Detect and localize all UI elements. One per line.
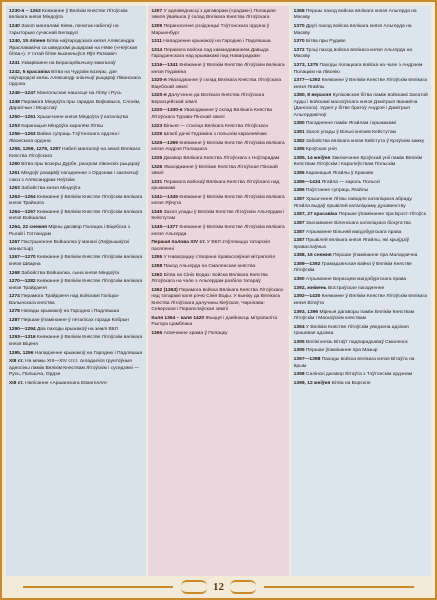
entry-year: 1345: [151, 210, 163, 215]
entry-text: Перамога войскаў Вялікага Княства Літоўскага над крыжакамі: [151, 179, 280, 192]
timeline-entry: [151, 240, 285, 253]
entry-text: Княжанне ў Вялікім Княстве Літоўскім вялікага князя Міндоўга: [9, 9, 128, 21]
entry-text: Куліковская бітва паміж войскамі Залатой Арды і войскамі маскоўскага князя Дзмітрыя Іванавіча (Данскога). Удзел у бітве братоў Андрэя і Дзмітрыя Альгердавічаў: [293, 93, 428, 118]
timeline-entry: [294, 197, 428, 210]
entry-text: Набегі мангалаў на землі Вялікага Княства Літоўскага: [9, 147, 141, 159]
entry-year: 1309: [151, 24, 163, 30]
entry-text: Пастрыжэнне Войшалка ў манахі (Лаўрышаўскі манастыр): [9, 240, 130, 252]
entry-text: У ВКЛ з'яўляюцца татарскія пасяленні: [151, 240, 270, 252]
timeline-entry: [294, 286, 428, 292]
entry-year: 1395: [293, 348, 305, 354]
timeline-entry: [294, 188, 428, 194]
timeline-entry: [151, 9, 285, 22]
timeline-entry: [9, 186, 143, 192]
entry-year: 1386: [293, 171, 305, 177]
entry-year: 1316—1341: [151, 63, 178, 69]
entry-year: 1372: [293, 47, 305, 53]
timeline-entry: [9, 91, 143, 97]
entry-year: 1311: [151, 39, 162, 45]
entry-text: Перамога войска Вялікага Княства Літоўскага над татарамі каля рэчкі Сінія Воды. У выніку да Вялікага Княства Літоўскага далучаны Кіеўская, Чарнігава-Северская і Пераяслаўская землі: [151, 287, 283, 313]
entry-year: 1380: [293, 121, 305, 127]
entry-text: Паходы войска вялікага князя Вітаўта на Крым: [293, 357, 415, 369]
entry-year: 1397—1398: [293, 357, 321, 363]
entry-text: Пагадненне паміж Ягайлам і крыжакамі: [304, 121, 396, 127]
entry-text: Княжанне ў Вялікім Княстве Літоўскім вялікага князя Ягайлы: [293, 78, 427, 90]
entry-year: 1362: [151, 272, 163, 278]
entry-year: 1399, 12 жніўня: [293, 380, 331, 386]
entry-text: Перамога войска пад камандаваннем Давыда Гарадзенскага над крыжакамі пад Наваградкам: [151, 47, 269, 60]
entry-text: Захоп мангаламі Кіева, пачатак набегаў на тэрыторыю сучаснай Беларусі: [9, 24, 119, 36]
entry-text: Заключэнне Крэўскай уніі паміж Вялікім Княствам Літоўскім і Каралеўствам Польскім: [293, 155, 423, 168]
entry-year: 1387, 27 красавіка: [293, 212, 338, 218]
entry-text: Забойства князя Міндоўга: [19, 186, 81, 192]
entry-year: 1320-я: [151, 93, 167, 99]
entry-year: 1290—1294: [9, 326, 36, 332]
timeline-entry: [151, 78, 285, 91]
timeline-entry: [294, 147, 428, 153]
timeline-column-3: [291, 6, 431, 576]
timeline-entry: [9, 255, 143, 268]
entry-year: 1388, 16 снежня: [293, 253, 332, 259]
timeline-columns: [6, 6, 431, 576]
entry-text: Княжанне ў Вялікім Княстве Літоўскім вялікага князя Андрэя Полацкага: [151, 140, 285, 153]
entry-year: 1240, 15 ліпеня: [9, 39, 46, 45]
entry-text: Забойства Войшалка, сына князя Міндоўга: [19, 270, 120, 276]
footer-rule-left: [23, 586, 173, 588]
entry-text: Жыццё і дзейнасць мітрапаліта Рыгора Цамблака: [151, 315, 278, 328]
entry-text: Трэці паход войска вялікага князя Альгерда на Маскву: [293, 47, 413, 60]
page-number: 12: [213, 581, 224, 593]
entry-text: У Наваградку створана праваслаўная мітраполія: [162, 255, 276, 261]
entry-text: Уваходжанне ў склад Вялікага Княства Літоўскага Турава-Пінскай зямлі: [151, 108, 273, 120]
entry-text: Княжанне ў Вялікім Княстве Літоўскім вялікага князя Трайдзеня: [9, 279, 143, 291]
timeline-entry: [151, 48, 285, 61]
entry-year: 1264, 22 снежня: [9, 225, 48, 231]
timeline-entry: [9, 24, 143, 37]
entry-text: Княжанне ў Вялікім Княстве Літоўскім вялікага князя Шварна: [9, 255, 143, 267]
timeline-entry: [294, 310, 428, 323]
entry-year: 1385: [293, 147, 305, 153]
timeline-entry: [294, 121, 428, 127]
footer-ornament-right: [230, 580, 256, 594]
timeline-entry: [151, 24, 285, 37]
timeline-entry: [9, 279, 143, 292]
entry-year: 1368: [293, 9, 305, 14]
entry-year: 1320—1330-я: [151, 108, 183, 114]
timeline-entry: [151, 165, 285, 178]
entry-text: Напісанне «Аршанскага Евангелля»: [23, 380, 108, 386]
entry-year: 1394: [293, 324, 305, 330]
entry-text: Уваходжанне ў склад Вялікага Княства Літоўскага Віцебскай зямлі: [151, 78, 282, 90]
entry-year: 1385, 14 жніўня: [293, 155, 331, 161]
timeline-entry: [151, 264, 285, 270]
timeline-entry: [9, 9, 143, 22]
entry-text: Першае ўпамінанне пра Мазыр: [304, 348, 378, 354]
timeline-entry: [9, 359, 143, 378]
entry-text: Атрыманне Берасцем магдэбургскага права: [304, 277, 407, 283]
entry-text: Бітва на Ворскле: [330, 380, 371, 386]
entry-text: Бітва пры Рудаве: [304, 39, 346, 45]
entry-text: Каранацыя Ягайлы ў Кракаве: [304, 171, 374, 177]
entry-text: Нападзенне крыжакоў на Гародню і Падляшша: [33, 350, 143, 356]
timeline-entry: [151, 210, 285, 223]
timeline-entry: [294, 294, 428, 307]
timeline-entry: [9, 147, 143, 160]
footer-ornament-left: [181, 580, 207, 594]
entry-year: 1392, жнівень: [293, 285, 327, 291]
entry-text: Княжанне ў Вялікім Княстве Літоўскім вялікага князя Трайната: [9, 194, 143, 207]
entry-year: XIII ст.: [9, 359, 24, 365]
timeline-entry: [294, 78, 428, 91]
timeline-entry: [294, 357, 428, 370]
entry-text: Уваходжанне ў Вялікае Княства Літоўскае Пінскай зямлі: [151, 164, 278, 177]
timeline-entry: [294, 63, 428, 76]
timeline-entry: [151, 132, 285, 138]
entry-text: Узварванне на Берасцейшчыну мангалаў: [19, 60, 116, 66]
entry-text: Паход Альгерда на Смаленскае княства: [162, 264, 256, 270]
entry-year: 1387: [293, 229, 305, 235]
entry-year: 1387: [293, 220, 305, 226]
timeline-entry: [151, 180, 285, 193]
timeline-entry: [294, 277, 428, 283]
entry-year: 1355: [151, 255, 163, 261]
timeline-entry: [9, 210, 143, 223]
entry-year: 1268: [9, 270, 20, 276]
entry-year: 1387: [293, 238, 305, 244]
entry-year: 1307: [151, 9, 163, 14]
timeline-entry: [151, 124, 285, 130]
entry-text: Паўстанне супраць Ягайлы: [304, 188, 369, 194]
entry-year: 1390: [293, 277, 305, 283]
entry-text: Асвечанне храма ў Полацку: [162, 331, 228, 336]
entry-year: 1253: [9, 123, 20, 129]
timeline-entry: [151, 93, 285, 106]
entry-year: 1295, 1296: [9, 350, 34, 356]
timeline-entry: [9, 240, 143, 253]
timeline-entry: [151, 156, 285, 162]
timeline-entry: [294, 262, 428, 275]
timeline-entry: [9, 61, 143, 67]
entry-year: 1377—1392: [293, 78, 321, 84]
entry-year: 1287: [9, 318, 20, 324]
entry-year: 1373, 1375: [293, 63, 319, 69]
timeline-entry: [9, 327, 143, 333]
entry-text: Хрышчэнне Літвы паводле каталіцкага абраду. Ягайла выдаў прывілей каталіцкаму духавенству: [293, 197, 413, 209]
timeline-entry: [151, 288, 285, 314]
entry-year: 1392—1430: [293, 294, 321, 300]
entry-text: Захоп улады ў Вялікім Княстве Літоўскім Альгердам і Кейстутам: [151, 210, 285, 222]
page-footer: [2, 579, 435, 595]
entry-text: Пераносенне рэзідэнцыі Тэўтонскага ордэна ў Марыенбург: [151, 24, 270, 36]
entry-text: Перамога Трайдзеня над войскамі Галіцка-Валынскага княства: [9, 294, 120, 306]
timeline-entry: [294, 325, 428, 338]
entry-year: 1267—1270: [9, 255, 36, 261]
footer-rule-right: [264, 586, 414, 588]
timeline-entry: [294, 340, 428, 346]
entry-text: Перамога Міндоўга пры гарадах Ваўкавыск, Слонім, Дарагічын і Мсціслаў: [9, 99, 141, 112]
timeline-entry: [9, 381, 143, 387]
timeline-entry: [151, 63, 285, 76]
entry-text: Першае ўпамінанне пра Маладзечна: [331, 253, 418, 259]
entry-text: Бітва наўгародскага князя Аляксандра Яраслававіча са шведскімі рыцарамі на Няве («Неўская бітва»). У гэтай бітве вызначыўся Яўп Ратмавіч: [9, 39, 138, 58]
timeline-entry: [294, 93, 428, 119]
entry-year: 1386: [293, 188, 305, 194]
entry-year: 1258, 1259, 1275, 1287: [9, 147, 61, 153]
timeline-entry: [9, 225, 143, 238]
timeline-entry: [294, 348, 428, 354]
entry-year: XIII ст.: [9, 380, 24, 386]
timeline-entry: [9, 351, 143, 357]
timeline-entry: [294, 221, 428, 227]
entry-year: 1256—1263: [9, 132, 36, 138]
entry-year: 1325: [151, 132, 163, 138]
entry-text: Міндоўг разарвіў пагадненне з Ордэнам і заключыў саюз з Аляксандрам Неўскім: [9, 171, 139, 183]
timeline-entry: [9, 70, 143, 89]
timeline-entry: [294, 381, 428, 387]
entry-year: 1370: [293, 24, 305, 30]
entry-text: Далучэнне да Вялікага Княства Літоўскага Берасцейскай зямлі: [151, 93, 265, 105]
entry-year: 1398: [293, 372, 305, 378]
entry-text: Атрыманне Вільняй магдэбургскага права: [304, 229, 402, 235]
timeline-entry: [9, 335, 143, 348]
entry-year: 1248: [9, 99, 20, 105]
entry-text: Хрышчэнне князя Міндоўга ў каталіцтва: [35, 114, 129, 120]
entry-year: 1345—1377: [151, 225, 178, 231]
entry-year: 1242, 5 красавіка: [9, 69, 50, 75]
entry-year: 1326: [151, 164, 163, 170]
entry-text: Нападзенне крыжакоў на Гародню і Падляшша: [161, 39, 271, 45]
entry-year: 1241: [9, 60, 20, 66]
timeline-entry: [151, 255, 285, 261]
timeline-entry: [294, 24, 428, 37]
entry-text: Забойства вялікага князя Кейстута ў Крэўскім замку: [304, 138, 425, 144]
timeline-entry: [294, 130, 428, 136]
entry-text: У Вялікім Княстве Літоўскім уведзена адзіная грашовая адзінка: [293, 324, 409, 337]
timeline-entry: [9, 39, 143, 58]
entry-text: Першае ўпамінанне пра Брэст-Літоўск: [337, 212, 426, 218]
entry-year: 1260: [9, 162, 20, 168]
timeline-entry: [9, 318, 143, 324]
entry-text: Княжанне ў Вялікім Княстве Літоўскім вялікага князя Яўнута: [151, 194, 285, 207]
entry-year: 1395: [293, 339, 305, 345]
timeline-entry: [151, 316, 285, 329]
entry-year: 1362 (1363): [151, 287, 178, 293]
timeline-entry: [9, 309, 143, 315]
entry-text: Прывілей вялікага князя Ягайлы, які крыўдзіў праваслаўных: [293, 238, 410, 250]
entry-text: Дагавор Вялікага Княства Літоўскага з Ноўгарадам: [162, 155, 280, 161]
entry-text: Паходы полацкага войска на чале з Андрэем Полацкім на Лівонію: [293, 63, 423, 75]
timeline-entry: [294, 39, 428, 45]
entry-text: Бітва на Чудскім возеры, дзе наўгародскі князь Аляксандр знішчыў рыцараў Лівонскага ордэна: [9, 69, 141, 88]
timeline-entry: [151, 39, 285, 45]
timeline-entry: [151, 331, 285, 337]
timeline-entry: [294, 180, 428, 186]
entry-text: Ягайла — кароль Польскі: [320, 179, 380, 185]
timeline-entry: [294, 9, 428, 22]
entry-year: 1358: [151, 264, 163, 270]
entry-year: 1366: [151, 331, 163, 336]
entry-text: Княжанне ў Вялікім Княстве Літоўскім вялікага князя Гедзіміна: [151, 63, 285, 75]
timeline-entry: [294, 171, 428, 177]
timeline-entry: [294, 372, 428, 378]
entry-year: 1323: [151, 123, 163, 129]
entry-year: 1250—1251: [9, 114, 36, 120]
entry-text: Захоп улады ў Вільні князем Кейстутам: [304, 130, 396, 135]
entry-year: 1325—1399: [151, 140, 178, 146]
timeline-entry: [294, 253, 428, 259]
timeline-entry: [151, 195, 285, 208]
entry-text: Вайна супраць Тэўтонскага ордэна і Лівонскага ордэна: [9, 132, 120, 144]
timeline-entry: [9, 271, 143, 277]
timeline-column-1: [6, 6, 146, 576]
entry-year: 1278: [9, 309, 20, 315]
timeline-entry: [294, 139, 428, 145]
timeline-entry: [294, 230, 428, 236]
entry-text: Першы паход войска вялікага князя Альгерда на Маскву: [293, 9, 417, 21]
timeline-entry: [151, 225, 285, 238]
entry-text: Вільня — сталіца Вялікага Княства Літоўскага: [162, 123, 268, 129]
entry-text: Грамадзянская вайна ў Вялікім Княстве Літоўскім: [293, 261, 412, 274]
entry-year: Першая палова XIV ст.: [151, 240, 206, 246]
entry-text: Напады крыжакоў на Гародню і Падляшша: [19, 309, 120, 315]
entry-text: Заснаванне Віленскага каталіцкага біскупства: [304, 220, 411, 226]
entry-year: Каля 1364 – каля 1420: [151, 315, 205, 321]
entry-year: 1380, 8 верасня: [293, 93, 332, 99]
timeline-entry: [9, 294, 143, 307]
entry-year: 1274: [9, 294, 20, 300]
entry-year: 1382: [293, 138, 305, 144]
timeline-column-2: [148, 6, 288, 576]
entry-text: Княжанне ў Вялікім Княстве Літоўскім вялікага князя Альгерда: [151, 225, 285, 237]
entry-text: Салінскі дагавор Вітаўта з Тэўтонскім ордэнам: [304, 372, 413, 378]
entry-text: Бітва на Сініх Водах: войска Вялікага Княства Літоўскага на чале з Альгердам разбіла татараў: [151, 272, 268, 285]
timeline-entry: [9, 162, 143, 168]
entry-year: 1293—1316: [9, 335, 36, 341]
entry-text: Вялікі князь Вітаўт падпарадкаваў Смаленск: [304, 339, 408, 345]
entry-year: 1263: [9, 186, 20, 192]
timeline-entry: [294, 48, 428, 61]
entry-text: На мяжы XIII—XIV стст. складаліся грунтоўныя адносіны паміж Вялікім Княствам Літоўскім і суседзямі — Русь, Польшча, Ордэн: [9, 359, 139, 378]
entry-year: 1267: [9, 240, 20, 246]
entry-text: Княжанне ў Вялікім Княстве Літоўскім вялікага князя Вітаўта: [293, 294, 427, 306]
entry-year: 1230-я – 1263: [9, 9, 41, 14]
entry-year: 1246—1247: [9, 91, 36, 97]
timeline-entry: [151, 273, 285, 286]
timeline-entry: [9, 171, 143, 184]
entry-text: Бітва пры возеры Дурбе, разгром лівонскіх рыцараў: [19, 162, 140, 168]
entry-year: 1240: [9, 24, 20, 30]
entry-text: Княжанне ў Вялікім Княстве Літоўскім вялікага князя Віценя: [9, 335, 143, 347]
entry-year: 1261: [9, 171, 20, 177]
entry-year: 1326: [151, 155, 163, 161]
entry-year: 1331: [151, 179, 163, 185]
timeline-entry: [9, 100, 143, 113]
timeline-entry: [9, 195, 143, 208]
timeline-entry: [294, 156, 428, 169]
entry-text: Мірныя дагаворы паміж Вялікім Княствам Літоўскім і Маскоўскім княствам: [293, 309, 415, 321]
entry-year: 1341—1345: [151, 194, 178, 200]
entry-text: Крэўская унія: [304, 147, 337, 153]
entry-text: Княжанне ў Вялікім Княстве Літоўскім вялікага князя Войшалка: [9, 210, 143, 222]
entry-year: 1387: [293, 197, 305, 203]
entry-year: 1389—1392: [293, 261, 321, 267]
entry-text: У адпаведнасці з дагаворам («радам») Полацкая зямля ўвайшла ў склад Вялікага Княства Літоўскага: [151, 9, 276, 21]
entry-year: 1320-я: [151, 78, 167, 84]
entry-text: Востраўскае пагадненне: [326, 285, 385, 291]
entry-year: 1381: [293, 130, 305, 135]
entry-text: Мірны дагавор Полацка і Віцебска з Рыгай і Готландам: [9, 225, 130, 237]
timeline-entry: [9, 124, 143, 130]
entry-year: 1264—1267: [9, 210, 36, 215]
entry-year: 1393, 1396: [293, 309, 319, 315]
timeline-entry: [151, 108, 285, 121]
entry-text: Каранацыя Міндоўга каралём Літвы: [19, 123, 103, 129]
entry-year: 1370: [293, 39, 305, 45]
timeline-entry: [294, 212, 428, 218]
timeline-entry: [9, 132, 143, 145]
entry-year: 1314: [151, 47, 163, 53]
timeline-entry: [151, 141, 285, 154]
entry-text: Другі паход войска вялікага князя Альгерда на Маскву: [293, 24, 412, 36]
entry-year: 1270—1282: [9, 279, 36, 285]
entry-text: Два паходы крыжакоў на землі ВКЛ: [35, 326, 118, 332]
entry-year: 1263—1264: [9, 194, 36, 200]
timeline-entry: [294, 238, 428, 251]
entry-text: Шлюб дачкі Гедзіміна з польскім каралевічам: [162, 132, 267, 138]
entry-text: Першае ўпамінанне ў летапісах горада Кобрын: [19, 318, 129, 324]
timeline-entry: [9, 115, 143, 121]
entry-text: Мангольскае нашэсце на Літву і Русь: [35, 91, 122, 97]
entry-year: 1386—1434: [293, 179, 321, 185]
